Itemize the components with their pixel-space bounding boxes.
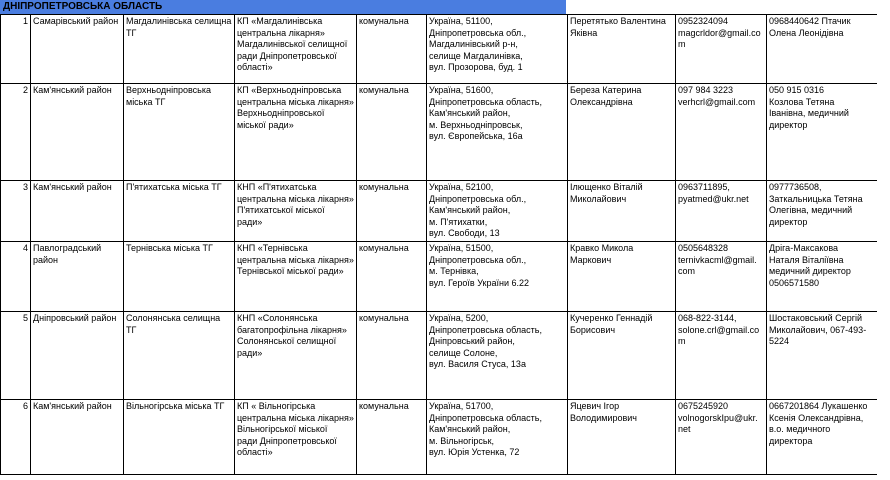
head-cell[interactable] <box>568 311 676 399</box>
institution-cell[interactable] <box>235 399 357 474</box>
district-text: Самарівський район <box>33 16 119 26</box>
community-text: Солонянська селищна ТГ <box>126 312 221 335</box>
community-text: Магдалинівська селищна ТГ <box>126 16 232 38</box>
row-number[interactable] <box>1 399 31 474</box>
address-cell[interactable] <box>427 84 568 181</box>
address-text: Україна, 5200, Дніпропетровська область, Дніпровський район, селище Солоне, вул. Василя Стуса, 13а <box>429 312 542 370</box>
table-row <box>1 311 878 399</box>
deputy-text: 050 915 0316 Козлова Тетяна Іванівна, медичний директор <box>769 85 849 130</box>
ownership-cell[interactable] <box>357 399 427 474</box>
community-cell[interactable] <box>124 84 235 181</box>
district-text: Дніпровський район <box>33 312 117 323</box>
address-text: Україна, 51500, Дніпропетровська обл., м. Тернівка, вул. Героїв України 6.22 <box>429 242 529 288</box>
address-text: Україна, 52100, Дніпропетровська обл., Кам'янський район, м. П'ятихатки, вул. Свободи, 13 <box>429 182 527 239</box>
head-cell[interactable] <box>568 399 676 474</box>
contacts-text: 0963711895, pyatmed@ukr.net <box>678 182 749 204</box>
contacts-text: 0675245920 volnogorskIpu@ukr. net <box>678 400 758 435</box>
row-number[interactable] <box>1 241 31 311</box>
deputy-text: Шостаковський Сергій Миколайович, 067-493- 5224 <box>769 312 867 347</box>
community-cell[interactable] <box>124 181 235 242</box>
contacts-text: 0952324094 magcrldor@gmail.co m <box>678 16 761 50</box>
row-number[interactable] <box>1 181 31 242</box>
deputy-cell[interactable] <box>767 15 878 84</box>
institution-text: КНП «Солонянська багатопрофільна лікарня» Солонянської селищної ради» <box>237 312 347 358</box>
district-cell[interactable] <box>31 241 124 311</box>
ownership-text: комунальна <box>359 242 409 253</box>
contacts-cell[interactable] <box>676 84 767 181</box>
address-text: Україна, 51100, Дніпропетровська обл., Магдалинівський р-н, селище Магдалинівка, вул. Прозорова, буд. 1 <box>429 16 527 73</box>
table-row <box>1 84 878 181</box>
district-text: Кам'янський район <box>33 400 112 411</box>
table-row <box>1 399 878 474</box>
ownership-text: комунальна <box>359 85 409 95</box>
ownership-cell[interactable] <box>357 311 427 399</box>
row-number-text: 3 <box>22 182 28 192</box>
head-text: Береза Катерина Олександрівна <box>570 85 642 107</box>
sheet-header-row <box>0 0 890 14</box>
table-row <box>1 15 878 84</box>
deputy-cell[interactable] <box>767 241 878 311</box>
contacts-text: 097 984 3223 verhcrl@gmail.com <box>678 85 756 107</box>
institution-cell[interactable] <box>235 181 357 242</box>
institution-text: КНП «Тернівська центральна міська лікарня» Тернівської міської ради» <box>237 242 354 277</box>
ownership-cell[interactable] <box>357 84 427 181</box>
contacts-cell[interactable] <box>676 181 767 242</box>
address-cell[interactable] <box>427 181 568 242</box>
deputy-text: 0977736508, Заткальницька Тетяна Олегівна, медичний директор <box>769 182 863 227</box>
institution-cell[interactable] <box>235 311 357 399</box>
head-cell[interactable] <box>568 181 676 242</box>
row-number[interactable] <box>1 15 31 84</box>
district-cell[interactable] <box>31 399 124 474</box>
row-number-text: 4 <box>22 242 28 253</box>
district-cell[interactable] <box>31 84 124 181</box>
row-number[interactable] <box>1 84 31 181</box>
institution-cell[interactable] <box>235 84 357 181</box>
table-row <box>1 181 878 242</box>
sheet-right-margin <box>877 14 890 480</box>
deputy-cell[interactable] <box>767 84 878 181</box>
hospitals-table <box>0 14 878 475</box>
head-cell[interactable] <box>568 15 676 84</box>
community-text: Вільногірська міська ТГ <box>126 400 225 411</box>
address-text: Україна, 51600, Дніпропетровська область, Кам'янський район, м. Верхньодніпровськ, вул. Європейська, 16а <box>429 85 542 142</box>
institution-text: КП « Вільногірська центральна міська лікарня» Вільногірської міської ради Дніпропетровської області» <box>237 400 354 458</box>
row-number-text: 2 <box>22 85 28 95</box>
ownership-cell[interactable] <box>357 241 427 311</box>
row-number[interactable] <box>1 311 31 399</box>
deputy-text: 0968440642 Птачик Олена Леонідівна <box>769 16 851 38</box>
deputy-cell[interactable] <box>767 181 878 242</box>
head-text: Яцевич Ігор Володимирович <box>570 400 637 423</box>
community-text: Тернівська міська ТГ <box>126 242 213 253</box>
community-cell[interactable] <box>124 311 235 399</box>
contacts-cell[interactable] <box>676 399 767 474</box>
community-cell[interactable] <box>124 241 235 311</box>
ownership-text: комунальна <box>359 312 409 323</box>
community-cell[interactable] <box>124 15 235 84</box>
head-text: Перетятько Валентина Яківна <box>570 16 666 38</box>
row-number-text: 6 <box>22 400 28 411</box>
contacts-text: 068-822-3144, solone.crl@gmail.co m <box>678 312 760 347</box>
district-cell[interactable] <box>31 181 124 242</box>
row-number-text: 5 <box>22 312 28 323</box>
institution-text: КП «Магдалинівська центральна лікарня» Магдалинівської селищної ради Дніпропетровської області» <box>237 16 348 73</box>
contacts-cell[interactable] <box>676 311 767 399</box>
address-cell[interactable] <box>427 311 568 399</box>
deputy-cell[interactable] <box>767 311 878 399</box>
district-text: Кам'янський район <box>33 85 112 95</box>
district-text: Кам'янський район <box>33 182 112 192</box>
row-number-text: 1 <box>22 16 28 26</box>
institution-text: КП «Верхньодніпровська центральна міська лікарня» Верхньодніпровської міської ради» <box>237 85 354 130</box>
region-title-cell[interactable]: ДНІПРОПЕТРОВСЬКА ОБЛАСТЬ <box>0 0 566 14</box>
ownership-cell[interactable] <box>357 15 427 84</box>
community-text: П'ятихатська міська ТГ <box>126 182 222 192</box>
ownership-text: комунальна <box>359 182 409 192</box>
head-text: Ілющенко Віталій Миколайович <box>570 182 643 204</box>
deputy-cell[interactable] <box>767 399 878 474</box>
address-cell[interactable] <box>427 241 568 311</box>
contacts-cell[interactable] <box>676 241 767 311</box>
community-text: Верхньодніпровська міська ТГ <box>126 85 211 107</box>
address-cell[interactable] <box>427 399 568 474</box>
head-text: Кучеренко Геннадій Борисович <box>570 312 653 335</box>
deputy-text: 0667201864 Лукашенко Ксенія Олександрівна, в.о. медичного директора <box>769 400 868 446</box>
district-cell[interactable] <box>31 311 124 399</box>
address-text: Україна, 51700, Дніпропетровська область, Кам'янський район, м. Вільногірськ, вул. Юрія Устенка, 72 <box>429 400 542 458</box>
header-empty-cells[interactable] <box>566 0 890 15</box>
institution-cell[interactable] <box>235 15 357 84</box>
contacts-cell[interactable] <box>676 15 767 84</box>
institution-text: КНП «П'ятихатська центральна міська лікарня» П'ятихатської міської ради» <box>237 182 354 227</box>
district-cell[interactable] <box>31 15 124 84</box>
ownership-text: комунальна <box>359 16 409 26</box>
institution-cell[interactable] <box>235 241 357 311</box>
head-cell[interactable] <box>568 84 676 181</box>
ownership-cell[interactable] <box>357 181 427 242</box>
head-text: Кравко Микола Маркович <box>570 242 634 265</box>
community-cell[interactable] <box>124 399 235 474</box>
head-cell[interactable] <box>568 241 676 311</box>
ownership-text: комунальна <box>359 400 409 411</box>
contacts-text: 0505648328 ternivkacml@gmail. com <box>678 242 757 277</box>
deputy-text: Дріга-Максакова Наталя Віталіївна медичний директор 0506571580 <box>769 242 851 288</box>
address-cell[interactable] <box>427 15 568 84</box>
district-text: Павлоградський район <box>33 242 102 265</box>
table-row <box>1 241 878 311</box>
